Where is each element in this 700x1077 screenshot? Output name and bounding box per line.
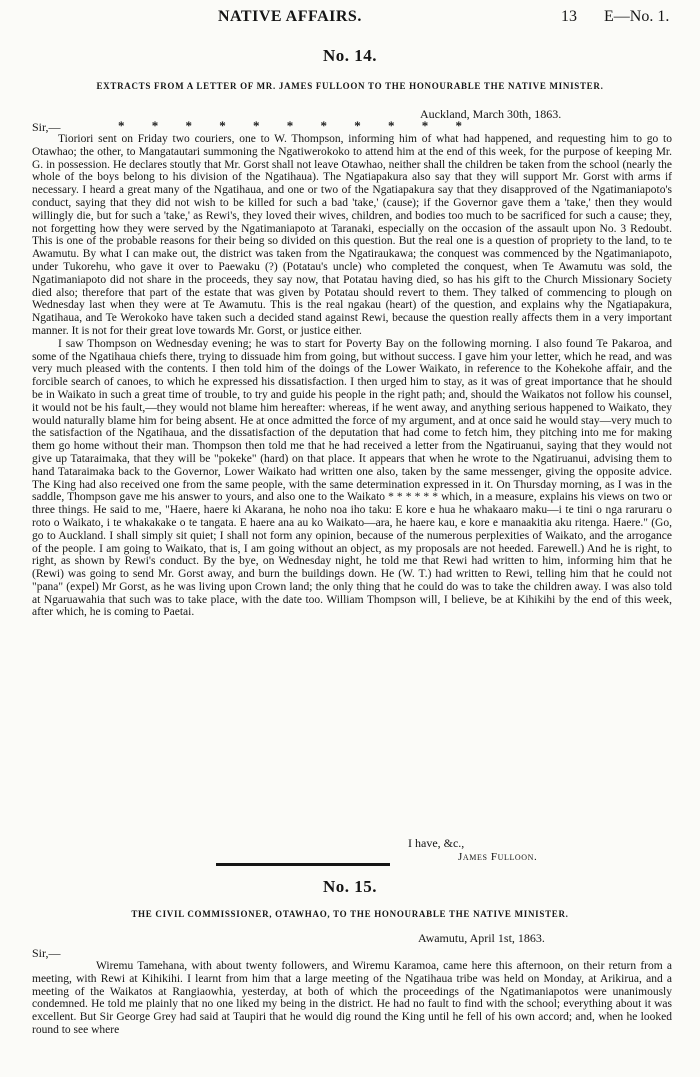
letter-15-dateline: Awamutu, April 1st, 1863. xyxy=(418,931,545,945)
letter-14-number: No. 14. xyxy=(322,46,378,65)
letter-14-dateline: Auckland, March 30th, 1863. xyxy=(420,107,562,121)
letter-15-caption: THE CIVIL COMMISSIONER, OTAWHAO, TO THE HONOURABLE THE NATIVE MINISTER. xyxy=(131,909,569,919)
letter-14-signer: James Fulloon. xyxy=(458,851,538,863)
letter-14-paragraph-2: I saw Thompson on Wednesday evening; he was to start for Poverty Bay on the following morning. I also found Te Pakaroa, and some of the Ngatihaua chiefs there, trying to dissuade him from going, but without success. I gave him your letter, which he read, and was very much pleased with the contents. I then told him of the doings of the Lower Waikato, in reference to the Kohekohe affair, and the forcible search of canoes, to which he expressed his dissatisfaction. I then urged him to stay, as it was of great importance that he should be in Waikato in such a great time of trouble, to try and guide his people in the right path; and, should the Waikatos not follow his counsel, it would not be his fault,—they would not blame him hereafter: whereas, if he went away, and anything serious happened to Waikato, they would naturally blame him for being absent. He at once admitted the force of my argument, and at once said he would stay—very much to the satisfaction of the Ngatihaua, and the dissatisfaction of the deputation that had come to fetch him, they pitching into me for making them go home without their man. Thompson then told me that he had received a letter from the Ngatiruanui, saying that they would not give up Tataraimaka, that they will be "pokeke" (hard) on that place. It appears that when he wrote to the Ngatiruanui, advising them to hand Tataraimaka back to the Governor, Lower Waikato had written one also, taken by the same messenger, giving the opposite advice. The King had also received one from the same people, with the same determination expressed in it. On Thursday morning, as I was in the saddle, Thompson gave me his answer to yours, and also one to the Waikato * * * * * * which, in a measure, explains his views on two or three things. He said to me, "Haere, haere ki Akarana, he noho noa iho taku: E kore e hua he whakaaro maku—i te tini o nga raruraru o roto o Waikato, i te whakakake o te tangata. E haere ana au ko Waikato—ara, he haere kau, e kore e manaakitia aku ritenga. Haere." (Go, go to Auckland. I shall simply sit quiet; I shall not form any opinion, because of the numerous perplexities of Waikato, and the arrogance of the people. I am going to Waikato, that is, I am going without an object, as my proposals are not heeded. Farewell.) And he is right, to right, as shown by Rewi's conduct. By the bye, on Wednesday night, he told me that Rewi had written to him, informing him that he (Rewi) was going to send Mr. Gorst away, and burn the buildings down. He (W. T.) had written to Rewi, telling him that he could not "pana" (expel) Mr Gorst, as he was living upon Crown land; the only thing that he could do was to take the children away. I was also told at Ngaruawahia that such was to take place, with the date too. William Thompson will, I believe, be at Kihikihi by the end of this week, after which, he is coming to Paetai. xyxy=(32,337,672,619)
letter-15-salutation: Sir,— xyxy=(32,946,61,960)
letter-14-salutation: Sir,— xyxy=(32,120,61,134)
section-divider xyxy=(216,863,390,866)
letter-14-paragraph-1: Tioriori sent on Friday two couriers, one to W. Thompson, informing him of what had happened, and requesting him to go to Otawhao; the other, to Mangatautari summoning the Ngatiwerokoko to attend him at the end of this week, for the purpose of keeping Mr. G. in possession. He declares stoutly that Mr. Gorst shall not leave Otawhao, neither shall the children be taken from the school (nearly the whole of the boys belong to his division of the Ngatihaua). The Ngatiapakura also say that they will support Mr. Gorst with arms if necessary. I heard a great many of the Ngatihaua, and one or two of the Ngatiapakura say that they disapproved of the Ngatimaniapoto's conduct, saying that they did not wish to be killed for such a bad 'take,' (cause); if the Governor gave them a 'take,' then they would willingly die, but for such a 'take,' as Rewi's, they loved their wives, children, and bodies too much to be sacrificed for such a cause; they, not forgetting how they were served by the Ngatimaniapoto at Taranaki, especially on the occasion of the assault upon No. 3 Redoubt. This is one of the probable reasons for their being so divided on this question. But the real one is a question of propriety to the land, to te Awamutu. By what I can make out, the district was taken from the Ngatiraukawa; the conquest was commenced by the Ngatimaniapoto, under Tukorehu, who gave it over to Paewaku (?) (Potatau's uncle) who completed the conquest, when Te Awamutu was sold, the Ngatimaniapoto did not share in the proceeds, they say now, that Potatau having died, so has his gift to the Church Missionary Society died also; therefore that part of the estate that was given by Potatau should revert to them. They talked of commencing to plough on Wednesday last when they were at Te Awamutu. This is the real ngakau (heart) of the question, and explains why the Ngatiapakura, Ngatihaua, and Te Werokoko have taken such a decided stand against Rewi, because the question really affects them in a very important manner. It is not for their great love towards Mr. Gorst, or justice either. xyxy=(32,133,672,337)
running-header xyxy=(0,8,700,28)
page-number: 13 xyxy=(561,8,577,25)
letter-14-body xyxy=(32,133,672,619)
running-title: NATIVE AFFAIRS. xyxy=(218,8,362,25)
letter-14-caption: EXTRACTS FROM A LETTER OF MR. JAMES FULLOON TO THE HONOURABLE THE NATIVE MINISTER. xyxy=(96,81,604,91)
letter-14-omission-stars: * * * * * * * * * * * xyxy=(118,118,474,133)
letter-15-paragraph-1: Wiremu Tamehana, with about twenty followers, and Wiremu Karamoa, came here this afternoon, on their return from a meeting, with Rewi at Kihikihi. I learnt from him that a large meeting of the Ngatihaua tribe was held on Monday, at Arikirua, and a meeting of the Waikatos at Rangiaowhia, yesterday, at both of which the proceedings of the Ngatimaniapotos were unanimously condemned. He told me plainly that no one liked my being in the district. He had no fault to find with the school; everything about it was excellent. But Sir George Grey had said at Taupiri that he would dig round the King until he fell of his own accord; and, when he looked round to see where xyxy=(32,960,672,1036)
letter-15-body xyxy=(32,960,672,1037)
letter-14-closing: I have, &c., xyxy=(408,836,465,850)
letter-15-number: No. 15. xyxy=(322,877,378,896)
document-reference: E—No. 1. xyxy=(604,8,670,25)
